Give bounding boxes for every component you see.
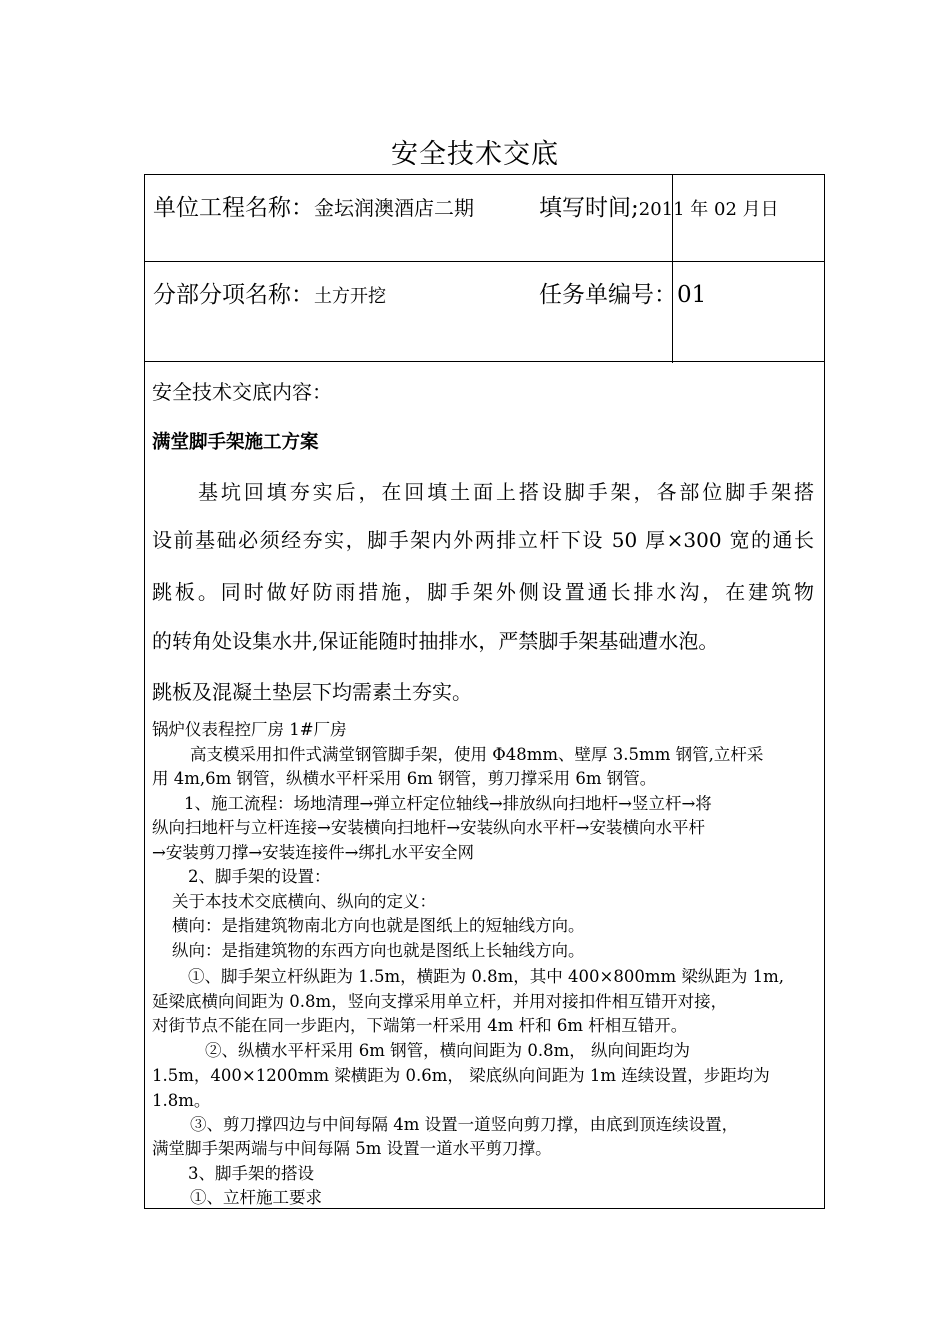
content-label: 安全技术交底内容： — [152, 380, 332, 404]
task-number-label: 任务单编号： — [539, 282, 677, 308]
text-line: ①、立杆施工要求 — [190, 1188, 322, 1207]
text-line: 纵向：是指建筑物的东西方向也就是图纸上长轴线方向。 — [172, 941, 585, 960]
text-line: 1、施工流程：场地清理→弹立杆定位轴线→排放纵向扫地杆→竖立杆→将 — [184, 794, 712, 813]
text-line: 1.5m，400×1200mm 梁横距为 0.6m， 梁底纵向间距为 1m 连续设置，步距均为 — [152, 1066, 770, 1085]
fill-time-label: 填写时间; — [539, 195, 639, 221]
text-line: ③、剪刀撑四边与中间每隔 4m 设置一道竖向剪刀撑，由底到顶连续设置， — [190, 1115, 739, 1134]
text-line: 纵向扫地杆与立杆连接→安装横向扫地杆→安装纵向水平杆→安装横向水平杆 — [152, 818, 705, 837]
section-heading: 满堂脚手架施工方案 — [152, 432, 319, 453]
text-line: ①、脚手架立杆纵距为 1.5m，横距为 0.8m，其中 400×800mm 梁纵距为 1m, — [188, 967, 784, 986]
fill-time-value: 2011 年 02 月日 — [638, 199, 779, 220]
text-line: 横向：是指建筑物南北方向也就是图纸上的短轴线方向。 — [172, 916, 585, 935]
text-line: 满堂脚手架两端与中间每隔 5m 设置一道水平剪刀撑。 — [152, 1139, 552, 1158]
text-line: 延梁底横向间距为 0.8m，竖向支撑采用单立杆，并用对接扣件相互错开对接， — [152, 992, 728, 1011]
fill-time-cell — [539, 189, 779, 222]
paragraph-line: 设前基础必须经夯实，脚手架内外两排立杆下设 50 厚×300 宽的通长 — [152, 528, 814, 552]
subproject-value: 土方开挖 — [314, 286, 386, 307]
text-line: →安装剪刀撑→安装连接件→绑扎水平安全网 — [152, 843, 474, 862]
text-line: 3、脚手架的搭设 — [188, 1164, 314, 1183]
text-line: 1.8m。 — [152, 1091, 211, 1110]
header-row-2 — [144, 261, 825, 362]
unit-name-label: 单位工程名称： — [153, 195, 314, 221]
unit-name-value: 金坛润澳酒店二期 — [314, 196, 474, 220]
text-line: 高支模采用扣件式满堂钢管脚手架，使用 Φ48mm、壁厚 3.5mm 钢管,立杆采 — [190, 745, 764, 764]
text-line: 对街节点不能在同一步距内，下端第一杆采用 4m 杆和 6m 杆相互错开。 — [152, 1016, 688, 1035]
paragraph-line: 跳板及混凝土垫层下均需素土夯实。 — [152, 680, 472, 704]
paragraph-line: 基坑回填夯实后，在回填土面上搭设脚手架，各部位脚手架搭 — [198, 480, 814, 504]
header-row-1 — [144, 174, 825, 262]
paragraph-line: 跳板。同时做好防雨措施，脚手架外侧设置通长排水沟，在建筑物 — [152, 580, 814, 604]
text-line: 关于本技术交底横向、纵向的定义： — [172, 892, 436, 911]
text-line: ②、纵横水平杆采用 6m 钢管，横向间距为 0.8m， 纵向间距均为 — [205, 1041, 691, 1060]
document-title: 安全技术交底 — [391, 139, 559, 170]
subproject-cell — [153, 276, 386, 309]
task-number-value: 01 — [677, 282, 707, 308]
text-line: 用 4m,6m 钢管，纵横水平杆采用 6m 钢管，剪刀撑采用 6m 钢管。 — [152, 769, 657, 788]
text-line: 锅炉仪表程控厂房 1#厂房 — [152, 720, 347, 739]
paragraph-line: 的转角处设集水井,保证能随时抽排水，严禁脚手架基础遭水泡。 — [152, 629, 719, 653]
subproject-label: 分部分项名称： — [153, 282, 314, 308]
text-line: 2、脚手架的设置： — [188, 867, 331, 886]
unit-name-cell — [153, 189, 474, 222]
task-number-cell — [539, 276, 706, 309]
